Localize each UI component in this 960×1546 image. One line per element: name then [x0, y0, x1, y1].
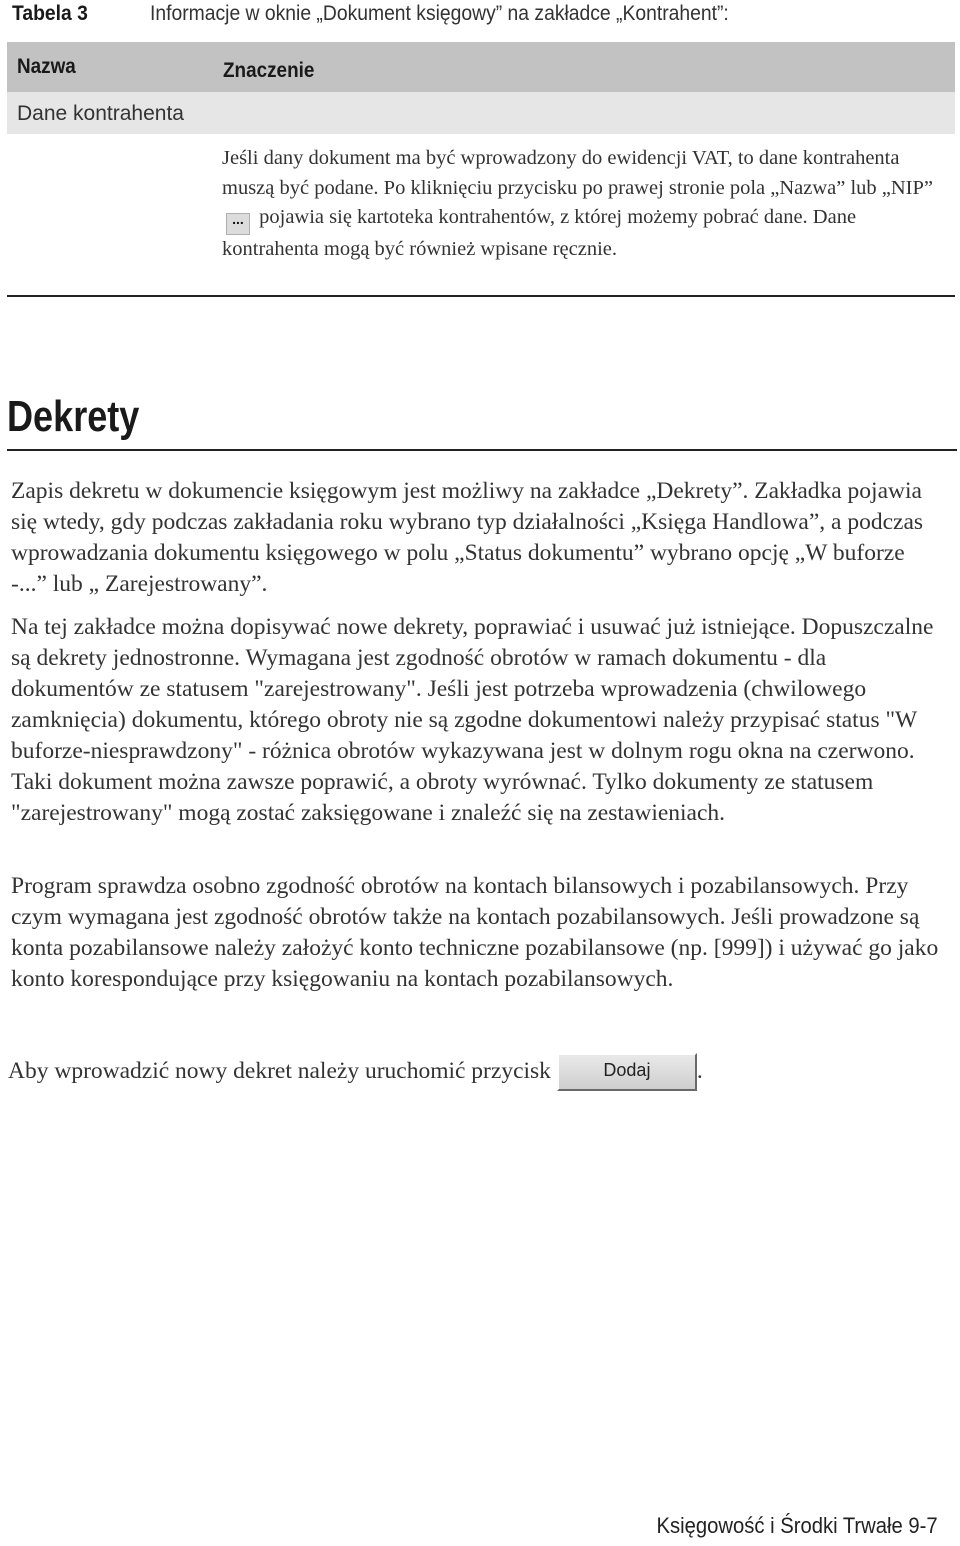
- page-footer: Księgowość i Środki Trwałe 9-7: [656, 1513, 938, 1538]
- add-instruction: [8, 1056, 943, 1101]
- add-instruction-end: .: [696, 1058, 703, 1084]
- paragraph-3: Program sprawdza osobno zgodność obrotów na kontach bilansowych i pozabilansowych. Przy czym wymagana jest zgodność obrotów także na kontach pozabilansowych. Jeśli prowadzone są konta pozabilansowe należy założyć konto techniczne pozabilansowe (np. [999]) i używać go jako konto korespondujące przy księgowaniu na kontach pozabilansowych.: [11, 873, 939, 992]
- paragraph-1: Zapis dekretu w dokumencie księgowym jest możliwy na zakładce „Dekrety”. Zakładka pojawia się wtedy, gdy podczas zakładania roku wybrano typ działalności „Księga Handlowa”, a podczas wprowadzania dokumentu księgowego w polu „Status dokumentu” wybrano opcję „W buforze -...” lub „ Zarejestrowany”.: [11, 478, 924, 597]
- table-number: Tabela 3: [12, 2, 88, 25]
- table-caption: [0, 0, 960, 40]
- paragraph-2: Na tej zakładce można dopisywać nowe dekrety, poprawiać i usuwać już istniejące. Dopuszczalne są dekrety jednostronne. Wymagana jest zgodność obrotów w ramach dokumentu - dla dokumentów ze statusem "zarejestrowany". Jeśli jest potrzeba wprowadzenia (chwilowego zamknięcia) dokumentu, którego obroty nie są zgodne dokumentowi należy przypisać status "W buforze-niesprawdzony" - różnica obrotów wykazywana jest w dolnym rogu okna na czerwono. Taki dokument można zawsze poprawić, a obroty wyrównać. Tylko dokumenty ze statusem "zarejestrowany" mogą zostać zaksięgowane i znaleźć się na zestawieniach.: [11, 614, 934, 826]
- browse-dots-button[interactable]: ...: [226, 213, 250, 235]
- add-button[interactable]: Dodaj: [557, 1053, 697, 1091]
- cell-text-part-2: pojawia się kartoteka kontrahentów, z której możemy pobrać dane. Dane kontrahenta mogą być również wpisane ręcznie.: [222, 206, 857, 260]
- table-cell-description: [222, 144, 942, 265]
- table-bottom-rule: [7, 295, 955, 297]
- column-header-meaning: Znaczenie: [223, 59, 315, 82]
- cell-text-part-1: Jeśli dany dokument ma być wprowadzony do ewidencji VAT, to dane kontrahenta muszą być podane. Po kliknięciu przycisku po prawej stronie pola „Nazwa” lub „NIP”: [222, 147, 934, 199]
- column-header-name: Nazwa: [17, 55, 76, 78]
- row-label-dane-kontrahenta: Dane kontrahenta: [17, 102, 184, 125]
- table-header-row: [7, 42, 955, 92]
- section-heading: Dekrety: [7, 392, 140, 441]
- add-instruction-text: Aby wprowadzić nowy dekret należy uruchomić przycisk: [8, 1058, 551, 1084]
- table-title: Informacje w oknie „Dokument księgowy” na zakładce „Kontrahent”:: [150, 2, 729, 25]
- section-rule: [7, 449, 957, 451]
- table-row-label: [7, 92, 955, 134]
